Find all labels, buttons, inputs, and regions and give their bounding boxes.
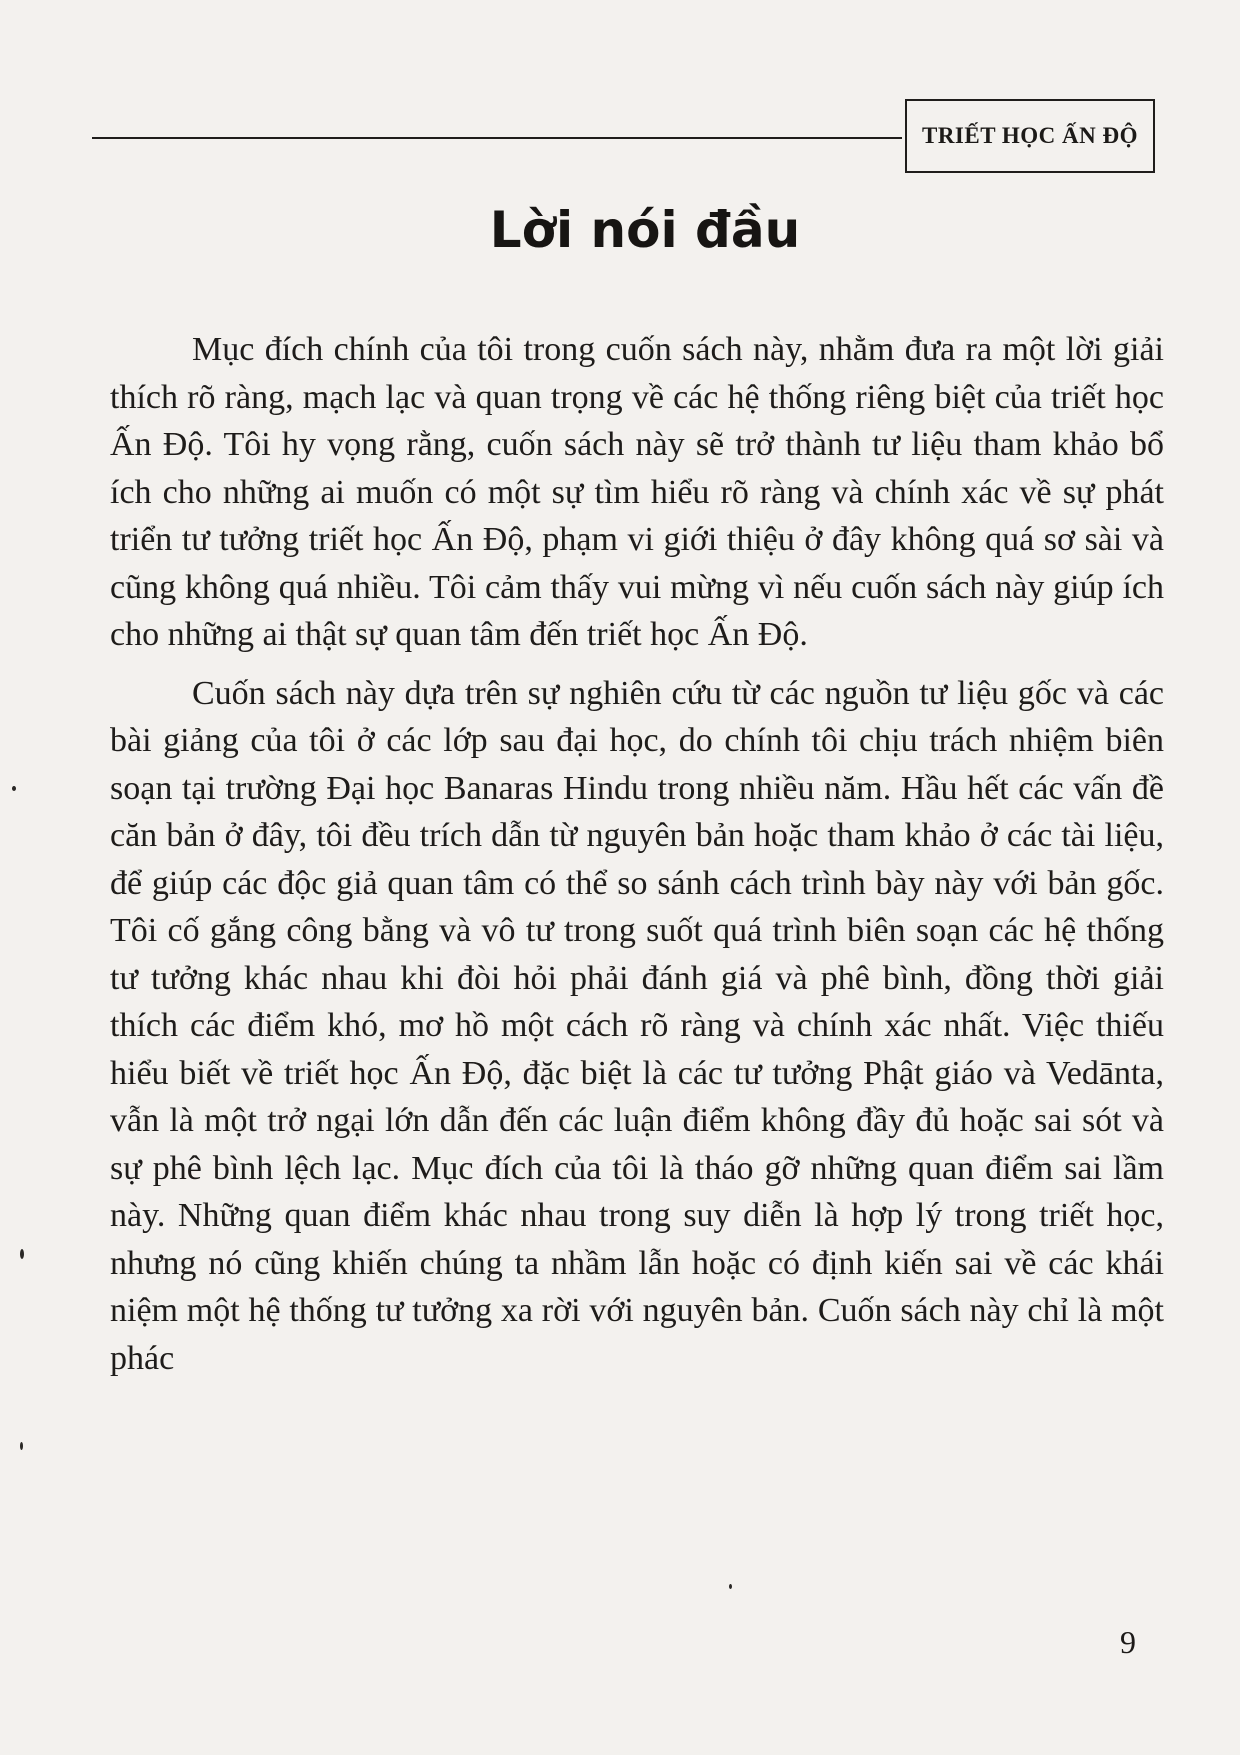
- page-number: 9: [1120, 1624, 1136, 1660]
- paragraph-1: Mục đích chính của tôi trong cuốn sách này, nhằm đưa ra một lời giải thích rõ ràng, mạch lạc và quan trọng về các hệ thống riêng biệt của triết học Ấn Độ. Tôi hy vọng rằng, cuốn sách này sẽ trở thành tư liệu tham khảo bổ ích cho những ai muốn có một sự tìm hiểu rõ ràng và chính xác về sự phát triển tư tưởng triết học Ấn Độ, phạm vi giới thiệu ở đây không quá sơ sài và cũng không quá nhiều. Tôi cảm thấy vui mừng vì nếu cuốn sách này giúp ích cho những ai thật sự quan tâm đến triết học Ấn Độ.: [110, 331, 1164, 653]
- running-title-box: [905, 99, 1155, 173]
- running-title: TRIẾT HỌC ẤN ĐỘ: [921, 123, 1139, 148]
- scan-speck: [20, 1442, 23, 1450]
- scan-speck: [20, 1249, 24, 1259]
- paragraph-2: Cuốn sách này dựa trên sự nghiên cứu từ các nguồn tư liệu gốc và các bài giảng của tôi ở các lớp sau đại học, do chính tôi chịu trách nhiệm biên soạn tại trường Đại học Banaras Hindu trong nhiều năm. Hầu hết các vấn đề căn bản ở đây, tôi đều trích dẫn từ nguyên bản hoặc tham khảo ở các tài liệu, để giúp các độc giả quan tâm có thể so sánh cách trình bày này với bản gốc. Tôi cố gắng công bằng và vô tư trong suốt quá trình biên soạn các hệ thống tư tưởng khác nhau khi đòi hỏi phải đánh giá và phê bình, đồng thời giải thích các điểm khó, mơ hồ một cách rõ ràng và chính xác nhất. Việc thiếu hiểu biết về triết học Ấn Độ, đặc biệt là các tư tưởng Phật giáo và Vedānta, vẫn là một trở ngại lớn dẫn đến các luận điểm không đầy đủ hoặc sai sót và sự phê bình lệch lạc. Mục đích của tôi là tháo gỡ những quan điểm sai lầm này. Những quan điểm khác nhau trong suy diễn là hợp lý trong triết học, nhưng nó cũng khiến chúng ta nhầm lẫn hoặc có định kiến sai về các khái niệm một hệ thống tư tưởng xa rời với nguyên bản. Cuốn sách này chỉ là một phác: [110, 674, 1164, 1377]
- chapter-title: Lời nói đầu: [489, 201, 801, 259]
- body-text: [110, 326, 1164, 1382]
- scan-speck: [12, 786, 16, 791]
- header-rule: [92, 137, 902, 139]
- scan-speck: [729, 1584, 732, 1589]
